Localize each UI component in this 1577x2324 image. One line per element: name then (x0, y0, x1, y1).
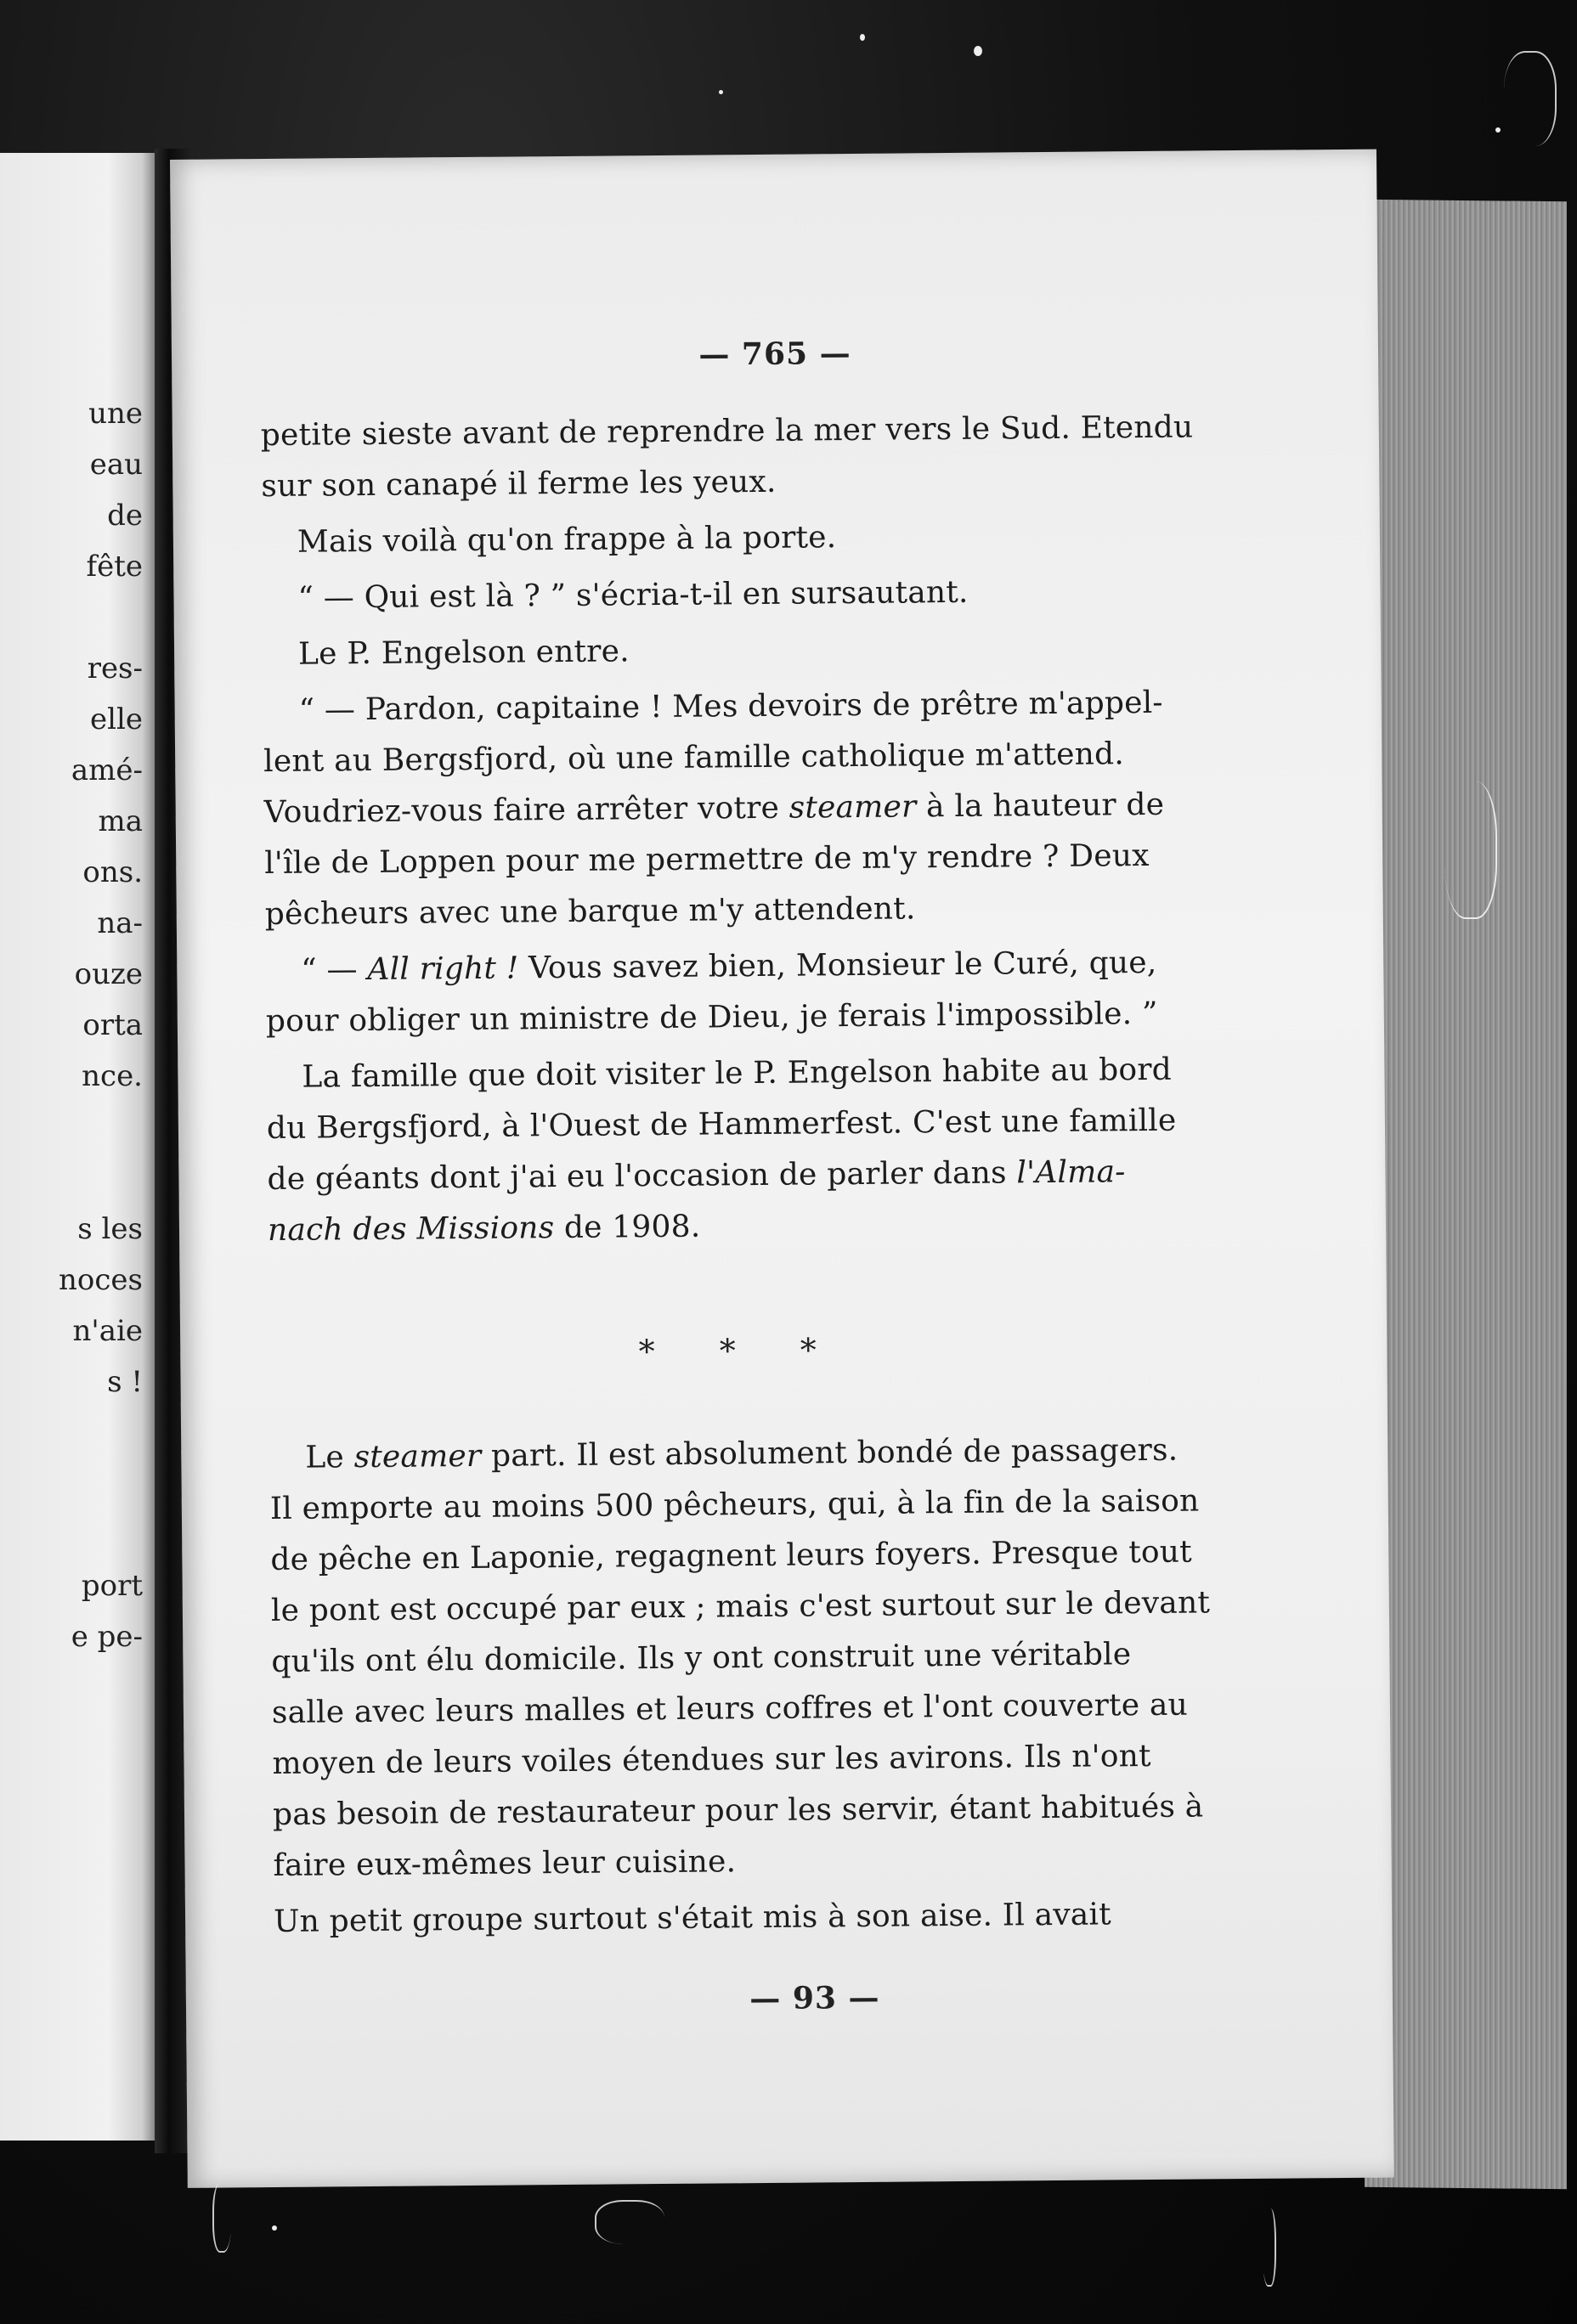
text-line: “ — All right ! Vous savez bien, Monsieur le Curé, que, (301, 945, 1157, 988)
film-scratch (212, 2183, 231, 2253)
page-block-edge (1365, 200, 1567, 2189)
paragraph (260, 403, 1194, 512)
text-line: de géants dont j'ai eu l'occasion de parler dans l'Alma- (267, 1154, 1126, 1198)
text-line: “ — Pardon, capitaine ! Mes devoirs de prêtre m'appel- (298, 685, 1163, 728)
left-page-text-fragment: fête (86, 550, 143, 584)
left-page-text-fragment: une (88, 397, 143, 431)
text-line: qu'ils ont élu domicile. Ils y ont construit une véritable (271, 1637, 1132, 1680)
section-separator: * * * (638, 1331, 845, 1371)
left-page-text-fragment: elle (90, 702, 143, 736)
page-footer-number: — 93 — (749, 1979, 880, 2017)
paragraph (274, 1889, 1191, 1948)
text-line: nach des Missions de 1908. (267, 1209, 701, 1249)
page-header-number: — 765 — (698, 336, 851, 373)
text-line: “ — Qui est là ? ” s'écria-t-il en sursautant. (297, 574, 969, 616)
left-page-text-fragment: de (107, 499, 143, 533)
text-line: de pêche en Laponie, regagnent leurs foyers. Presque tout (270, 1534, 1193, 1578)
text-line: Le P. Engelson entre. (297, 634, 630, 672)
text-line: La famille que doit visiter le P. Engelson habite au bord (302, 1052, 1173, 1095)
paragraph (269, 1425, 1211, 1892)
text-line: moyen de leurs voiles étendues sur les avirons. Ils n'ont (272, 1738, 1151, 1782)
text-line: Voudriez-vous faire arrêter votre steamer à la hauteur de (263, 787, 1165, 831)
text-line: le pont est occupé par eux ; mais c'est surtout sur le devant (270, 1585, 1211, 1629)
film-speck (719, 90, 723, 94)
paragraph (263, 622, 1180, 680)
film-speck (860, 34, 865, 41)
left-page-text-fragment: noces (59, 1263, 143, 1297)
left-page-text-fragment: ma (98, 804, 143, 838)
text-line: l'île de Loppen pour me permettre de m'y rendre ? Deux (264, 838, 1150, 882)
paragraph (262, 510, 1179, 568)
text-line: du Bergsfjord, à l'Ouest de Hammerfest. C'est une famille (266, 1103, 1177, 1147)
film-scratch (595, 2200, 664, 2244)
left-page-text-fragment: n'aie (72, 1314, 143, 1348)
text-line: Mais voilà qu'on frappe à la porte. (297, 520, 837, 560)
text-line: Le steamer part. Il est absolument bondé de passagers. (305, 1432, 1179, 1475)
left-page-text-fragment: ons. (82, 855, 143, 889)
film-speck (1495, 127, 1501, 133)
text-line: Un petit groupe surtout s'était mis à son aise. Il avait (273, 1897, 1112, 1940)
film-speck (272, 2225, 277, 2231)
right-page (170, 149, 1394, 2188)
film-scratch (1263, 2208, 1276, 2287)
left-page-text-fragment: eau (89, 448, 143, 482)
text-line: Il emporte au moins 500 pêcheurs, qui, à la fin de la saison (269, 1483, 1200, 1527)
left-page-text-fragment: res- (87, 652, 143, 685)
left-page-text-fragment: s les (77, 1212, 143, 1246)
film-scratch (1504, 51, 1557, 146)
left-page-text-fragment: e pe- (71, 1620, 143, 1654)
left-page-text-fragment: orta (82, 1008, 143, 1042)
text-line: petite sieste avant de reprendre la mer vers le Sud. Etendu (260, 409, 1194, 454)
text-line: salle avec leurs malles et leurs coffres et l'ont couverte au (271, 1687, 1189, 1731)
text-line: lent au Bergsfjord, où une famille catholique m'attend. (263, 736, 1125, 780)
left-page-text-fragment: s ! (107, 1365, 143, 1399)
film-scratch (1444, 781, 1497, 919)
left-page-text-fragment: amé- (71, 753, 143, 787)
text-line: pas besoin de restaurateur pour les servir, étant habitués à (272, 1789, 1204, 1833)
paragraph (263, 678, 1183, 940)
text-line: pêcheurs avec une barque m'y attendent. (264, 891, 916, 933)
film-speck (974, 46, 982, 56)
left-facing-page (0, 153, 155, 2141)
left-page-text-fragment: nce. (82, 1059, 143, 1093)
left-page-text-fragment: na- (97, 906, 143, 940)
text-line: pour obliger un ministre de Dieu, je ferais l'impossible. ” (265, 996, 1158, 1040)
left-page-text-fragment: ouze (74, 957, 143, 991)
paragraph (262, 566, 1179, 624)
paragraph (266, 1045, 1185, 1256)
left-page-text-fragment: port (81, 1569, 143, 1603)
paragraph (265, 938, 1184, 1047)
text-line: sur son canapé il ferme les yeux. (261, 464, 777, 505)
text-line: faire eux-mêmes leur cuisine. (273, 1844, 737, 1884)
